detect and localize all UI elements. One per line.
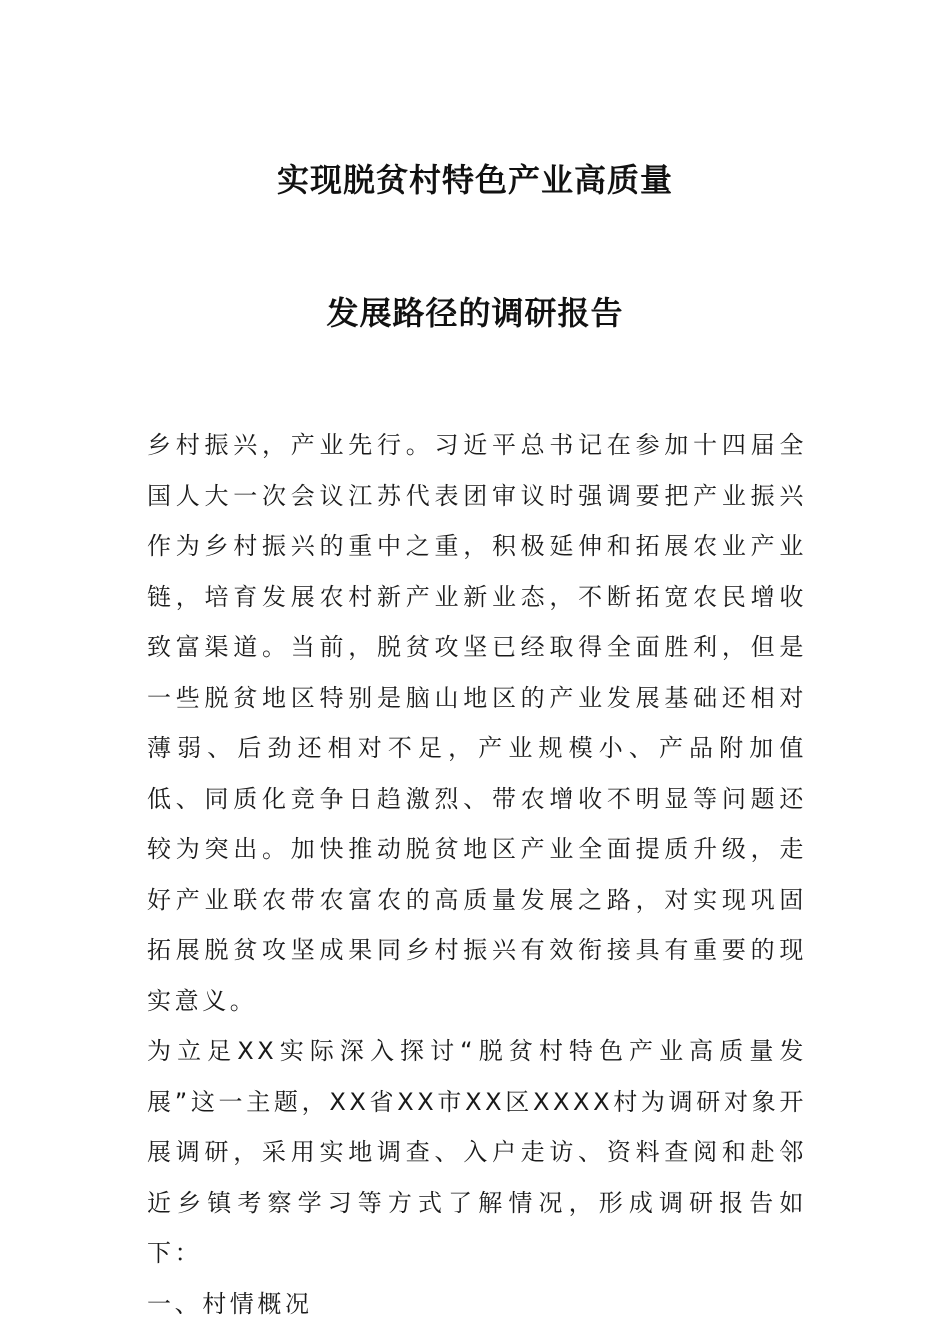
paragraph-intro: 乡村振兴，产业先行。习近平总书记在参加十四届全国人大一次会议江苏代表团审议时强调要把产业振兴作为乡村振兴的重中之重，积极延伸和拓展农业产业链，培育发展农村新产业新业态，不断拓宽农民增收致富渠道。当前，脱贫攻坚已经取得全面胜利，但是一些脱贫地区特别是脑山地区的产业发展基础还相对薄弱、后劲还相对不足，产业规模小、产品附加值低、同质化竞争日趋激烈、带农增收不明显等问题还较为突出。加快推动脱贫地区产业全面提质升级，走好产业联农带农富农的高质量发展之路，对实现巩固拓展脱贫攻坚成果同乡村振兴有效衔接具有重要的现实意义。 [147,431,807,1015]
document-title-line-2: 发展路径的调研报告 [326,294,624,332]
paragraph-method: 为立足XX实际深入探讨“脱贫村特色产业高质量发展”这一主题，XX省XX市XX区XXXX村为调研对象开展调研，采用实地调查、入户走访、资料查阅和赴邻近乡镇考察学习等方式了解情况，形成调研报告如下： [147,1037,807,1267]
section-heading: 一、村情概况 [147,1289,313,1318]
document-title-line-1: 实现脱贫村特色产业高质量 [276,161,673,199]
document-body [147,420,807,1329]
